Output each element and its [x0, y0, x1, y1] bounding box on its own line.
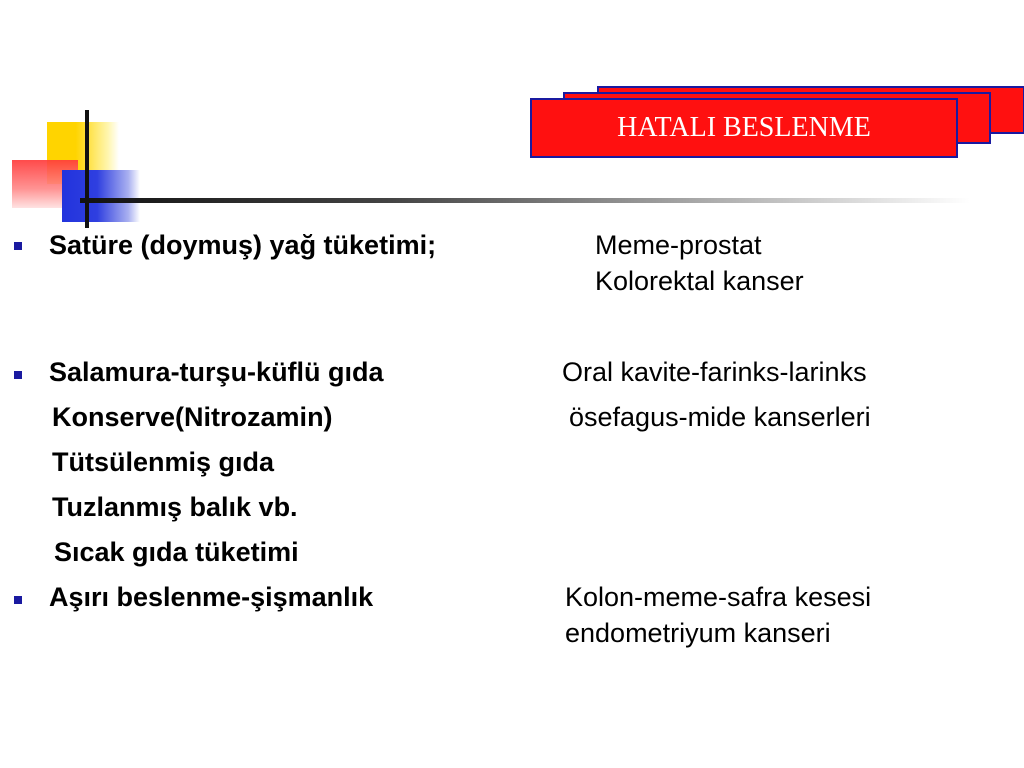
item-1-effect-line-2: Kolorektal kanser — [595, 266, 804, 296]
item-1-cause: Satüre (doymuş) yağ tüketimi; — [49, 230, 437, 260]
bullet-marker — [14, 371, 22, 379]
item-3-effect-line-2: endometriyum kanseri — [565, 618, 831, 648]
bullet-marker — [14, 596, 22, 604]
item-3-cause: Aşırı beslenme-şişmanlık — [49, 582, 374, 612]
decor-horizontal-line — [80, 198, 970, 203]
item-1-effect-line-1: Meme-prostat — [595, 230, 762, 260]
banner-front-ribbon — [530, 98, 958, 158]
slide-title: HATALI BESLENME — [617, 112, 871, 143]
item-2-cause-line-2: Konserve(Nitrozamin) — [52, 402, 333, 432]
item-2-cause-line-3: Tütsülenmiş gıda — [52, 447, 275, 477]
item-2-cause-line-1: Salamura-turşu-küflü gıda — [49, 357, 384, 387]
item-2-cause-line-5: Sıcak gıda tüketimi — [54, 537, 299, 567]
item-2-cause-line-4: Tuzlanmış balık vb. — [52, 492, 298, 522]
item-3-effect-line-1: Kolon-meme-safra kesesi — [565, 582, 872, 612]
decor-vertical-line — [85, 110, 89, 228]
bullet-marker — [14, 242, 22, 250]
item-2-effect-line-1: Oral kavite-farinks-larinks — [562, 357, 867, 387]
decor-blue-square — [62, 170, 140, 222]
item-2-effect-line-2: ösefagus-mide kanserleri — [569, 402, 871, 432]
